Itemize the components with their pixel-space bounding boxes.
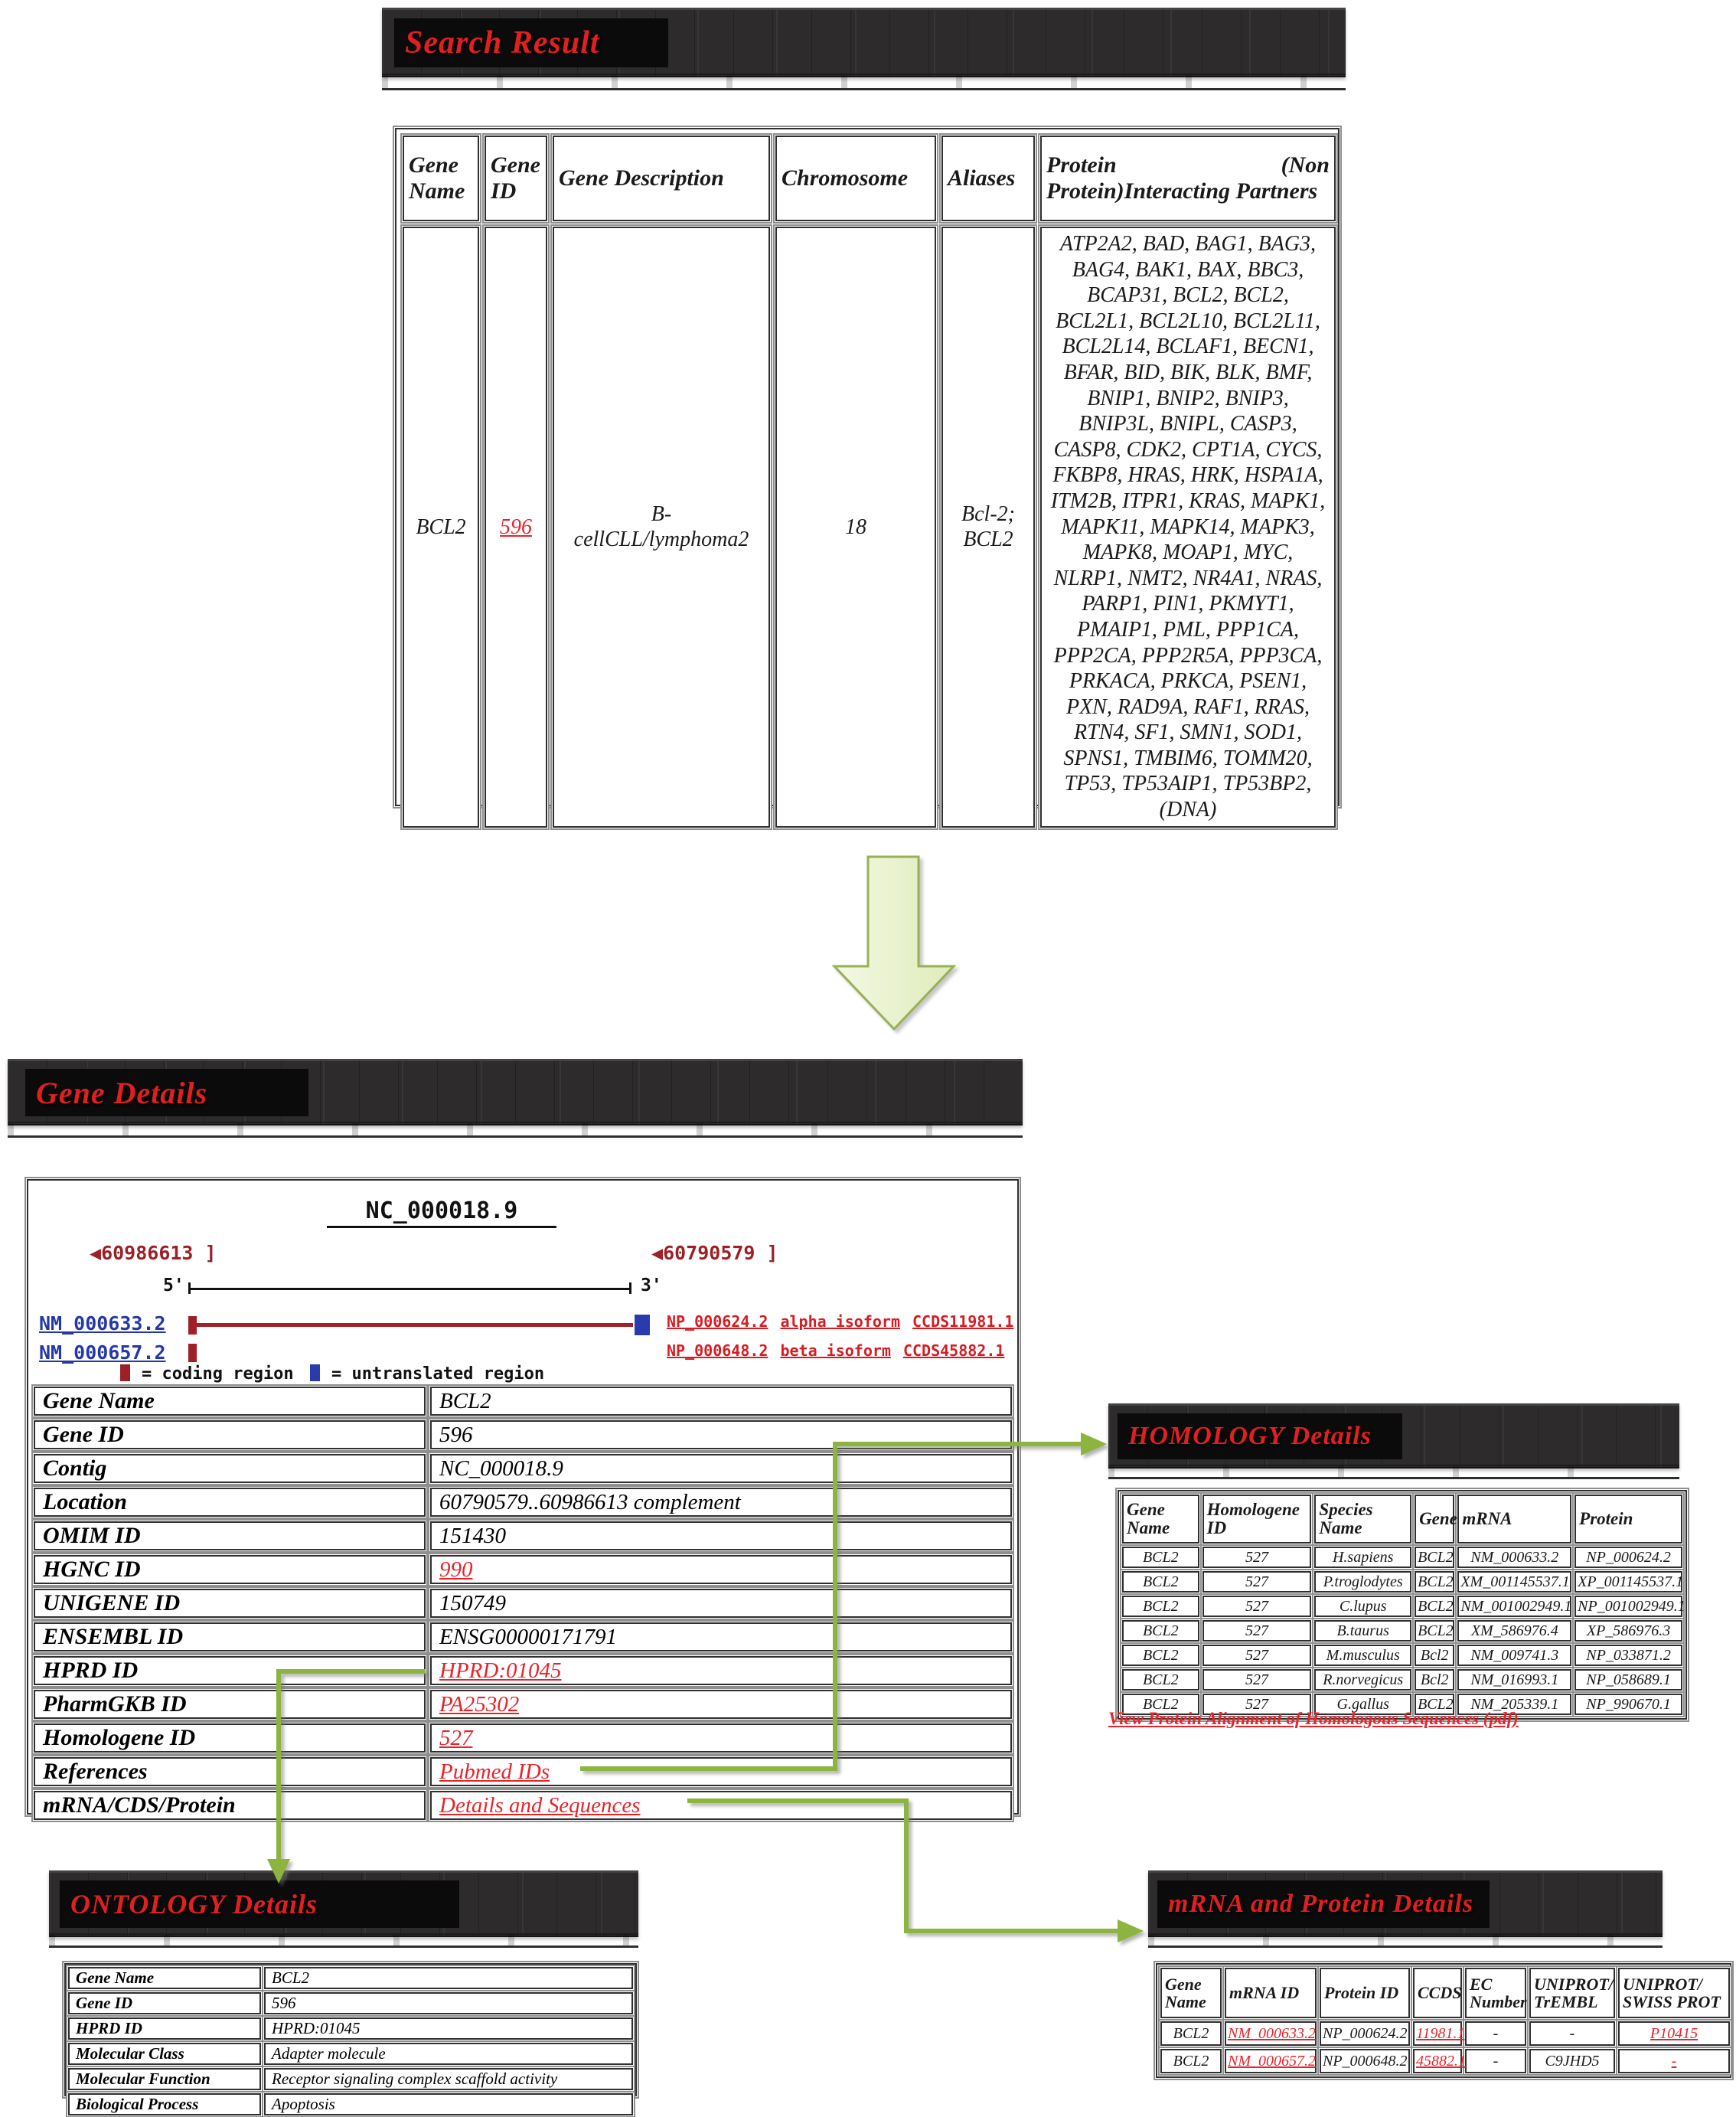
mrna-accession-link[interactable]: NM_000657.2 [39,1341,166,1364]
ontology-bar-stripe [49,1933,638,1948]
homology-cell: 527 [1245,1695,1268,1713]
gene-id-link[interactable]: 596 [500,515,532,539]
gene-description-value: B-cellCLL/lymphoma2 [573,501,749,552]
field-value: 60790579..60986613 complement [439,1489,741,1514]
homology-cell: BCL2 [1142,1671,1179,1688]
col-header-gene-name: Gene Name [1160,1968,1222,2018]
homology-cell: BCL2 [1142,1646,1179,1664]
ontology-value: Apoptosis [272,2095,335,2113]
homology-cell: NP_001002949.1 [1578,1597,1685,1615]
field-label-cell [34,1555,426,1584]
col-header-gene-description: Gene Description [553,136,770,221]
ontology-label-cell [68,2017,261,2040]
field-label-cell [34,1387,426,1416]
mrna-cell: - [1493,2024,1499,2042]
mrna-protein-table [1157,1965,1733,2076]
ontology-label-cell [68,1967,261,1989]
ontology-row [67,2041,635,2066]
mrna-cell: NP_000648.2 [1323,2052,1408,2070]
col-header-aliases: Aliases [941,136,1035,221]
ontology-row [67,2092,635,2117]
homology-cell: 527 [1245,1597,1268,1615]
gene-details-title: Gene Details [36,1075,208,1110]
field-row [31,1654,1014,1687]
homology-cell: NM_000633.2 [1470,1548,1559,1566]
ontology-label: Gene Name [76,1968,155,1987]
homology-cell: NP_058689.1 [1586,1671,1671,1688]
field-label-cell [34,1791,426,1820]
homology-cell: 527 [1245,1548,1268,1566]
protein-accession-link[interactable]: NP_000648.2 [667,1341,768,1360]
mrna-cell: NP_000624.2 [1323,2024,1408,2042]
legend-coding-swatch [120,1364,130,1381]
field-value-cell [430,1555,1012,1584]
homology-cell: NM_205339.1 [1470,1695,1559,1713]
gene-details-bar-stripe [8,1122,1023,1138]
field-value-cell [430,1420,1012,1449]
mrna-cell: BCL2 [1173,2052,1209,2070]
homology-cell: BCL2 [1418,1548,1454,1566]
field-value-cell [430,1791,1012,1820]
homology-cell: G.gallus [1336,1695,1389,1713]
field-label-cell [34,1622,426,1651]
legend-coding-label: = coding region [142,1364,294,1384]
search-result-table [395,128,1340,822]
homology-cell: BCL2 [1418,1573,1454,1590]
mrna-id-link[interactable]: NM_000657.2 [1228,2052,1316,2070]
search-result-title-box [394,18,668,67]
homology-cell: P.troglodytes [1323,1573,1403,1590]
col-header-gene-name: Gene Name [403,136,479,221]
right-coordinate-value: 60790579 ] [663,1242,778,1264]
field-row [31,1418,1014,1452]
homology-cell: 527 [1245,1671,1268,1688]
ontology-value-cell [264,1967,633,1989]
gene-details-panel [27,1179,1019,1818]
ontology-label: Molecular Class [76,2044,184,2063]
ontology-label: HPRD ID [76,2019,142,2037]
ontology-title: ONTOLOGY Details [70,1889,318,1919]
field-value-cell [430,1723,1012,1753]
marker-triangle-icon: ◀ [90,1242,102,1264]
legend-utr-label: = untranslated region [331,1364,545,1384]
field-row [31,1755,1014,1789]
chromosome-value: 18 [845,515,866,539]
gene-name-cell [403,227,479,828]
ontology-row [67,2066,635,2092]
homology-cell: BCL2 [1418,1597,1454,1615]
search-bar-stripe [382,74,1346,90]
homology-cell: BCL2 [1142,1573,1179,1590]
left-coordinate-value: 60986613 ] [101,1242,217,1264]
field-row [31,1620,1014,1654]
ontology-value: Adapter molecule [272,2044,386,2063]
homology-cell: Bcl2 [1420,1671,1449,1688]
mrna-row [1160,2049,1730,2073]
ontology-label-cell [68,2093,261,2115]
field-value: NC_000018.9 [439,1455,563,1481]
swissprot-link[interactable]: - [1671,2052,1677,2070]
field-label: References [43,1759,148,1784]
field-value-cell [430,1387,1012,1416]
protein-accession-link[interactable]: NP_000624.2 [667,1312,768,1331]
homology-cell: BCL2 [1142,1597,1179,1615]
protein-links-row [667,1312,1013,1331]
chromosome-cell [775,227,936,828]
ontology-value-cell [264,2068,633,2090]
field-value-cell [430,1622,1012,1651]
field-label: UNIGENE ID [43,1590,181,1616]
aliases-cell [941,227,1035,828]
homology-header-bar [1108,1403,1679,1469]
field-value-cell [430,1488,1012,1517]
mrna-id-link[interactable]: NM_000633.2 [1228,2024,1316,2042]
field-label-cell [34,1723,426,1753]
mrna-cell: C9JHD5 [1545,2052,1600,2070]
aliases-value: Bcl-2; BCL2 [961,501,1015,552]
search-result-title: Search Result [405,25,600,60]
homology-bar-stripe [1108,1465,1679,1479]
field-row [31,1519,1014,1553]
homologene-id-link[interactable]: 527 [439,1725,473,1750]
partners-cell [1040,227,1336,828]
ontology-table [64,1963,637,2113]
homology-header-row [1122,1495,1682,1544]
col-header-mrna-id: mRNA ID [1225,1968,1317,2018]
field-value-cell [430,1656,1012,1685]
field-label: mRNA/CDS/Protein [43,1792,236,1818]
ontology-value: HPRD:01045 [272,2019,361,2037]
pharmgkb-id-link[interactable]: PA25302 [439,1691,520,1717]
mrna-protein-title-box [1157,1880,1490,1928]
field-row [31,1721,1014,1755]
field-label-cell [34,1589,426,1618]
field-value: BCL2 [439,1388,491,1413]
homology-cell: NM_001002949.1 [1460,1597,1572,1615]
homology-cell: 527 [1245,1622,1268,1639]
field-value-cell [430,1757,1012,1786]
field-label-cell [34,1656,426,1685]
coding-region-line [191,1323,633,1327]
homology-cell: NP_000624.2 [1586,1548,1671,1566]
ontology-value: 596 [272,1994,296,2012]
field-label: ENSEMBL ID [43,1624,184,1649]
homology-cell: BCL2 [1142,1548,1179,1566]
field-row [31,1452,1014,1485]
mrna-protein-table-box [1156,1963,1731,2078]
ontology-value-cell [264,2093,633,2115]
field-row [31,1687,1014,1721]
isoform-label-link[interactable]: beta isoform [780,1341,891,1360]
mrna-protein-title: mRNA and Protein Details [1168,1890,1473,1918]
partners-value: ATP2A2, BAD, BAG1, BAG3, BAG4, BAK1, BAX, BBC3, BCAP31, BCL2, BCL2, BCL2L1, BCL2L10, BCL2L11, BCL2L14, BCLAF1, BECN1, BFAR, BID, BIK, BLK, BMF, BNIP1, BNIP2, BNIP3, BNIP3L, BNIPL, CASP3, CASP8, CDK2, CPT1A, CYCS, FKBP8, HRAS, HRK, HSPA1A, ITM2B, ITPR1, KRAS, MAPK1, MAPK11, MAPK14, MAPK3, MAPK8, MOAP1, MYC, NLRP1, NMT2, NR4A1, NRAS, PARP1, PIN1, PKMYT1, PMAIP1, PML, PPP1CA, PPP2CA, PPP2R5A, PPP3CA, PRKACA, PRKCA, PSEN1, PXN, RAD9A, RAF1, RRAS, RTN4, SF1, SMN1, SOD1, SPNS1, TMBIM6, TOMM20, TP53, TP53AIP1, TP53BP2, (DNA) [1050,232,1326,822]
col-header-protein-id: Protein ID [1320,1968,1410,2018]
hprd-id-link[interactable]: HPRD:01045 [439,1658,562,1683]
field-label: Contig [43,1455,107,1481]
gene-description-cell [553,227,770,828]
strand-line [188,1288,631,1290]
gene-id-cell [485,227,547,828]
contig-title: NC_000018.9 [327,1197,556,1228]
ontology-value-cell [264,1992,633,2014]
col-header-chromosome: Chromosome [775,136,936,221]
utr-box [635,1315,650,1335]
homology-cell: BCL2 [1142,1695,1179,1713]
homology-cell: R.norvegicus [1323,1671,1404,1688]
ontology-value-cell [264,2043,633,2065]
mrna-cell: - [1569,2024,1575,2042]
col-header-ec-number: EC Number [1465,1968,1526,2018]
ontology-value-cell [264,2017,633,2040]
homology-row [1122,1669,1682,1691]
swissprot-link[interactable]: P10415 [1650,2024,1698,2042]
col-header-ccds: CCDS [1413,1968,1462,2018]
gene-details-fields-table [31,1384,1014,1818]
ontology-row [67,1991,635,2016]
field-label-cell [34,1488,426,1517]
left-coordinate-marker [90,1242,217,1264]
ontology-label: Molecular Function [76,2070,210,2088]
right-coordinate-marker [651,1242,778,1264]
pubmed-ids-link[interactable]: Pubmed IDs [439,1759,550,1784]
col-header-species-name: Species Name [1314,1495,1411,1544]
field-label-cell [34,1521,426,1550]
ccds-link[interactable]: CCDS45882.1 [902,1341,1005,1360]
mrna-header-row [1160,1968,1730,2018]
homology-table [1119,1491,1685,1718]
homology-cell: Bcl2 [1420,1646,1449,1664]
homology-title: HOMOLOGY Details [1128,1422,1372,1450]
field-label-cell [34,1690,426,1719]
col-header-homologene-id: Homologene ID [1202,1495,1312,1544]
gene-name-value: BCL2 [416,515,466,539]
ontology-label: Biological Process [76,2095,199,2113]
homology-cell: M.musculus [1326,1646,1400,1664]
gene-details-title-box [25,1069,308,1116]
col-header-uniprot-trembl: UNIPROT/ TrEMBL [1529,1968,1615,2018]
field-label: Homologene ID [43,1725,196,1750]
field-value-cell [430,1521,1012,1550]
field-label: PharmGKB ID [43,1691,187,1717]
field-label: OMIM ID [43,1523,141,1548]
field-label-cell [34,1454,426,1483]
homology-cell: BCL2 [1418,1622,1454,1639]
homology-cell: XM_001145537.1 [1460,1573,1570,1590]
col-header-protein: Protein [1574,1495,1682,1544]
field-value-cell [430,1690,1012,1719]
protein-alignment-link[interactable]: View Protein Alignment of Homologous Sequences (pdf) [1108,1709,1519,1728]
ontology-label: Gene ID [76,1994,133,2012]
col-header-mrna: mRNA [1457,1495,1571,1544]
three-prime-label: 3' [641,1276,662,1295]
col-header-gene-id: Gene ID [485,136,547,221]
details-and-sequences-link[interactable]: Details and Sequences [439,1792,641,1818]
field-label-cell [34,1420,426,1449]
search-result-grid [397,130,1341,833]
homology-cell: NP_033871.2 [1586,1646,1671,1664]
homology-cell: NM_009741.3 [1470,1646,1559,1664]
field-value-cell [430,1589,1012,1618]
homology-cell: BCL2 [1418,1695,1454,1713]
mrna-accession-link[interactable]: NM_000633.2 [39,1312,166,1335]
homology-cell: NP_990670.1 [1586,1695,1671,1713]
field-value: 150749 [439,1590,506,1616]
five-prime-label: 5' [163,1276,184,1295]
strand-tick-left [188,1282,191,1294]
ontology-label-cell [68,2068,261,2090]
mrna-protein-header-bar [1148,1870,1663,1937]
ontology-title-box [60,1880,459,1928]
ontology-value: BCL2 [272,1968,310,1987]
legend-utr-swatch [310,1364,320,1381]
field-row [31,1789,1014,1822]
col-header-partners: Protein (Non Protein)Interacting Partners [1040,136,1336,221]
field-row [31,1586,1014,1620]
homology-cell: H.sapiens [1332,1548,1394,1566]
homology-cell: C.lupus [1339,1597,1387,1615]
ccds-id-link[interactable]: 45882.1 [1416,2052,1466,2070]
col-header-gene: Gene [1415,1495,1454,1544]
field-row [31,1485,1014,1519]
field-label-cell [34,1757,426,1786]
field-row [31,1384,1014,1418]
ontology-value: Receptor signaling complex scaffold activity [272,2070,558,2088]
marker-triangle-icon: ◀ [651,1242,664,1264]
col-header-gene-name: Gene Name [1122,1495,1199,1544]
search-result-header-bar [382,8,1346,77]
field-label: HGNC ID [43,1557,141,1582]
field-label: Gene ID [43,1422,124,1447]
field-label: Gene Name [43,1388,155,1413]
ontology-row [67,2016,635,2041]
ontology-label-cell [68,2043,261,2065]
field-value: 151430 [439,1523,506,1548]
homology-cell: BCL2 [1142,1622,1179,1639]
homology-table-box [1118,1490,1687,1720]
homology-title-box [1118,1413,1402,1459]
isoform-label-link[interactable]: alpha isoform [780,1312,900,1331]
mrna-cell: BCL2 [1173,2024,1209,2042]
homology-cell: 527 [1245,1646,1268,1664]
ccds-link[interactable]: CCDS11981.1 [912,1312,1014,1331]
homology-cell: B.taurus [1336,1622,1389,1639]
ontology-row [67,1965,635,1991]
search-header-row [403,136,1336,221]
homology-row [1122,1571,1682,1593]
homology-cell: 527 [1245,1573,1268,1590]
homology-row [1122,1645,1682,1666]
field-label: Location [43,1489,127,1514]
field-value: ENSG00000171791 [439,1624,617,1649]
search-result-row [403,227,1336,828]
coding-start-box [188,1344,197,1362]
homology-cell: XP_001145537.1 [1578,1573,1684,1590]
field-value: 596 [439,1422,473,1447]
homology-row [1122,1620,1682,1642]
field-value-cell [430,1454,1012,1483]
homology-cell: XP_586976.3 [1586,1622,1671,1639]
field-row [31,1553,1014,1586]
gene-details-header-bar [8,1059,1023,1125]
ontology-label-cell [68,1992,261,2014]
homology-row [1122,1547,1682,1568]
hgnc-id-link[interactable]: 990 [439,1557,473,1582]
ccds-id-link[interactable]: 11981.1 [1416,2024,1465,2042]
ontology-header-bar [49,1870,638,1937]
field-label: HPRD ID [43,1658,139,1683]
flow-arrow-down-icon [831,854,957,1032]
strand-tick-right [629,1282,631,1294]
homology-cell: XM_586976.4 [1470,1622,1558,1639]
mrna-protein-bar-stripe [1148,1933,1663,1948]
mrna-row [1160,2021,1730,2046]
mrna-cell: - [1493,2052,1499,2070]
homology-row [1122,1596,1682,1617]
col-header-uniprot-swissprot: UNIPROT/ SWISS PROT [1618,1968,1730,2018]
homology-cell: NM_016993.1 [1470,1671,1559,1688]
protein-links-row [667,1341,1004,1360]
